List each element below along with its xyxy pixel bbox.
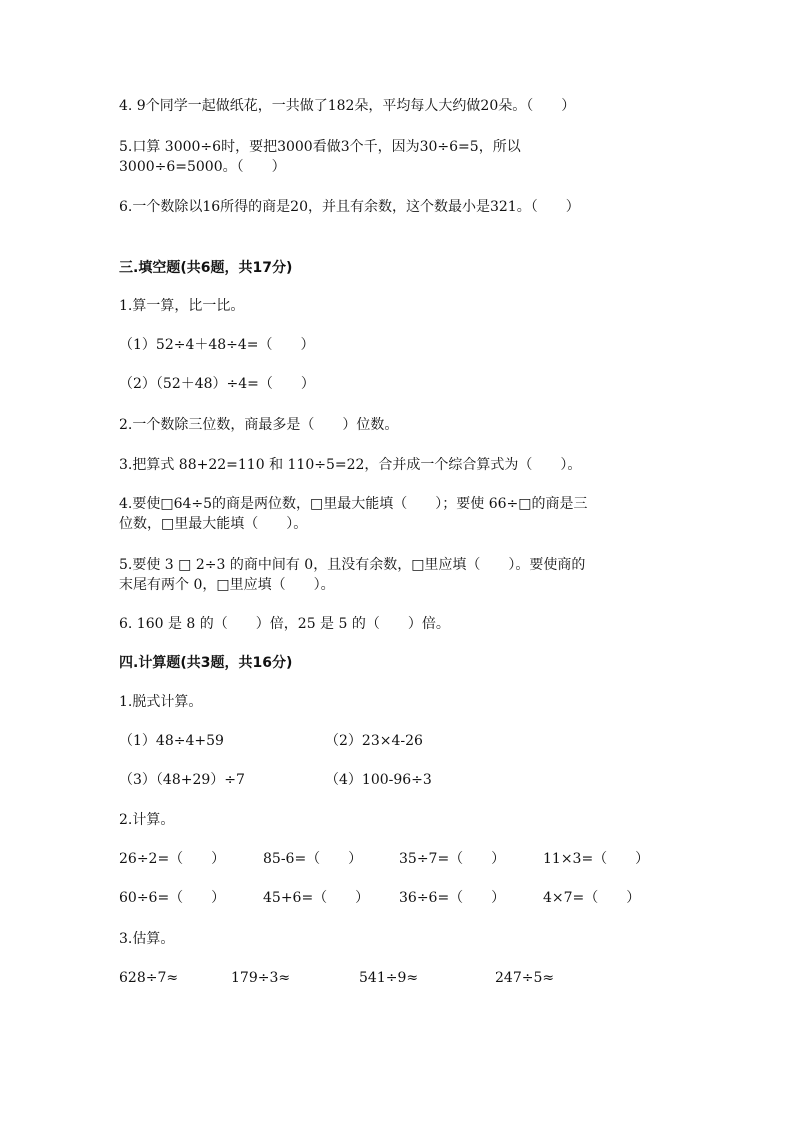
judge-question-4: 4. 9个同学一起做纸花，一共做了182朵，平均每人大约做20朵。（ ） xyxy=(119,98,576,114)
calc-1-item-2: （2）23×4-26 xyxy=(325,733,423,749)
judge-question-5-line2: 3000÷6=5000。（ ） xyxy=(119,159,286,175)
calc-question-1: 1.脱式计算。 xyxy=(119,694,203,710)
estimate-item-4: 247÷5≈ xyxy=(495,970,555,986)
calc-2-row1-item4: 11×3=（ ） xyxy=(543,851,650,867)
calc-2-row2-item2: 45+6=（ ） xyxy=(263,890,370,906)
estimate-item-3: 541÷9≈ xyxy=(359,970,419,986)
judge-question-5-line1: 5.口算 3000÷6时，要把3000看做3个千，因为30÷6=5，所以 xyxy=(119,139,521,155)
calc-question-3: 3.估算。 xyxy=(119,931,175,947)
calc-2-row2-item3: 36÷6=（ ） xyxy=(399,890,506,906)
calc-2-row2-item4: 4×7=（ ） xyxy=(543,890,641,906)
calc-2-row1-item3: 35÷7=（ ） xyxy=(399,851,506,867)
calc-2-row1-item1: 26÷2=（ ） xyxy=(119,851,226,867)
fill-question-6: 6. 160 是 8 的（ ）倍，25 是 5 的（ ）倍。 xyxy=(119,616,450,632)
fill-question-1: 1.算一算，比一比。 xyxy=(119,298,245,314)
calc-question-2: 2.计算。 xyxy=(119,812,175,828)
calc-1-item-1: （1）48÷4+59 xyxy=(119,733,224,749)
fill-question-4-line2: 位数，□里最大能填（ ）。 xyxy=(119,516,308,532)
estimate-item-2: 179÷3≈ xyxy=(231,970,291,986)
calc-1-item-4: （4）100-96÷3 xyxy=(325,772,432,788)
judge-question-6: 6.一个数除以16所得的商是20，并且有余数，这个数最小是321。（ ） xyxy=(119,199,580,215)
fill-question-2: 2.一个数除三位数，商最多是（ ）位数。 xyxy=(119,417,399,433)
fill-question-5-line1: 5.要使 3 □ 2÷3 的商中间有 0，且没有余数，□里应填（ ）。要使商的 xyxy=(119,557,586,573)
fill-question-3: 3.把算式 88+22=110 和 110÷5=22，合并成一个综合算式为（ ）。 xyxy=(119,457,582,473)
calc-2-row1-item2: 85-6=（ ） xyxy=(263,851,363,867)
fill-question-5-line2: 末尾有两个 0，□里应填（ ）。 xyxy=(119,577,335,593)
calc-2-row2-item1: 60÷6=（ ） xyxy=(119,890,226,906)
fill-question-4-line1: 4.要使□64÷5的商是两位数，□里最大能填（ ）；要使 66÷□的商是三 xyxy=(119,496,588,512)
calc-1-item-3: （3）（48+29）÷7 xyxy=(119,772,245,788)
fill-question-1-part-a: （1）52÷4＋48÷4=（ ） xyxy=(119,337,315,353)
fill-question-1-part-b: （2）（52＋48）÷4=（ ） xyxy=(119,376,315,392)
estimate-item-1: 628÷7≈ xyxy=(119,970,179,986)
section-3-heading: 三.填空题(共6题，共17分) xyxy=(119,260,293,276)
section-4-heading: 四.计算题(共3题，共16分) xyxy=(119,655,293,671)
